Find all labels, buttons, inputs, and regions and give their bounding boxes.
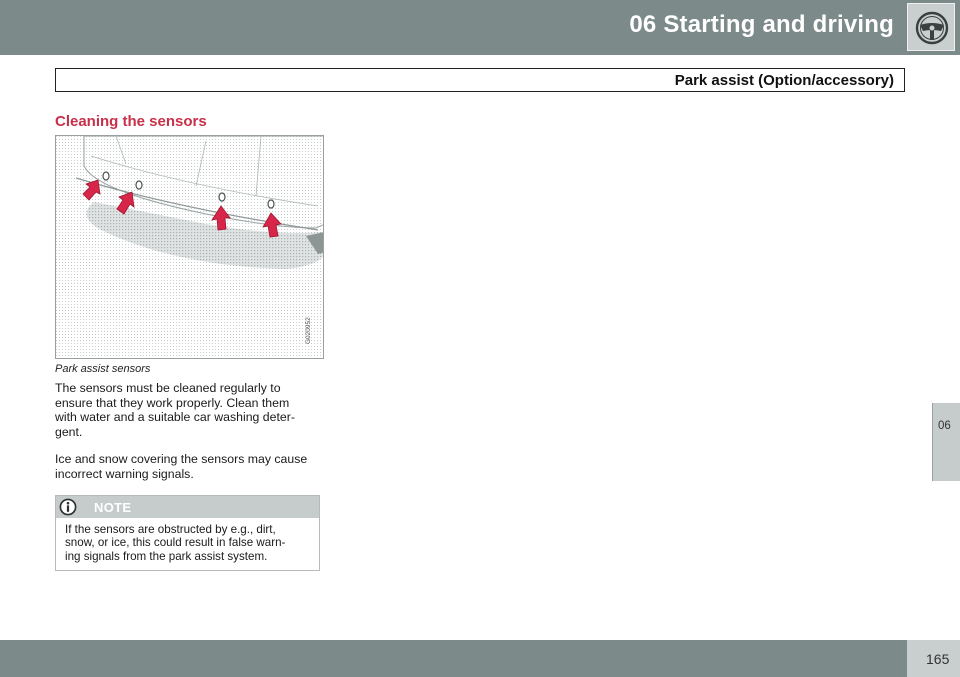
section-title: Park assist (Option/accessory) (674, 72, 894, 89)
steering-wheel-icon (914, 10, 950, 46)
paragraph-cleaning (55, 381, 325, 439)
sensor-3 (219, 193, 225, 201)
note-line: ing signals from the park assist system. (65, 549, 268, 563)
paragraph-ice-snow (55, 452, 325, 481)
text-line: The sensors must be cleaned regularly to (55, 381, 281, 395)
note-label: NOTE (94, 500, 132, 515)
chapter-title: 06 Starting and driving (629, 11, 894, 38)
note-line: snow, or ice, this could result in false warn- (65, 536, 286, 550)
note-header (56, 496, 319, 518)
figure-caption: Park assist sensors (55, 363, 151, 375)
text-line: ensure that they work properly. Clean them (55, 395, 290, 410)
chapter-side-tab[interactable] (932, 403, 960, 481)
sensor-4 (268, 200, 274, 208)
info-icon (59, 498, 77, 516)
note-text (65, 523, 317, 563)
note-box (55, 495, 320, 571)
side-tab-label: 06 (938, 420, 951, 432)
section-header-box (55, 68, 905, 92)
text-line: Ice and snow covering the sensors may cause (55, 452, 308, 466)
footer-bar (0, 640, 960, 677)
content-heading: Cleaning the sensors (55, 113, 207, 130)
note-line: If the sensors are obstructed by e.g., dirt, (65, 523, 276, 536)
text-line: with water and a suitable car washing deter- (55, 410, 295, 424)
page-number: 165 (926, 651, 950, 667)
chapter-icon-box (907, 3, 955, 51)
sensor-2 (136, 181, 142, 189)
text-line: gent. (55, 424, 83, 439)
sensor-1 (103, 172, 109, 180)
figure-code: G020952 (305, 317, 312, 344)
text-line: incorrect warning signals. (55, 466, 194, 481)
sensor-illustration (55, 135, 324, 359)
